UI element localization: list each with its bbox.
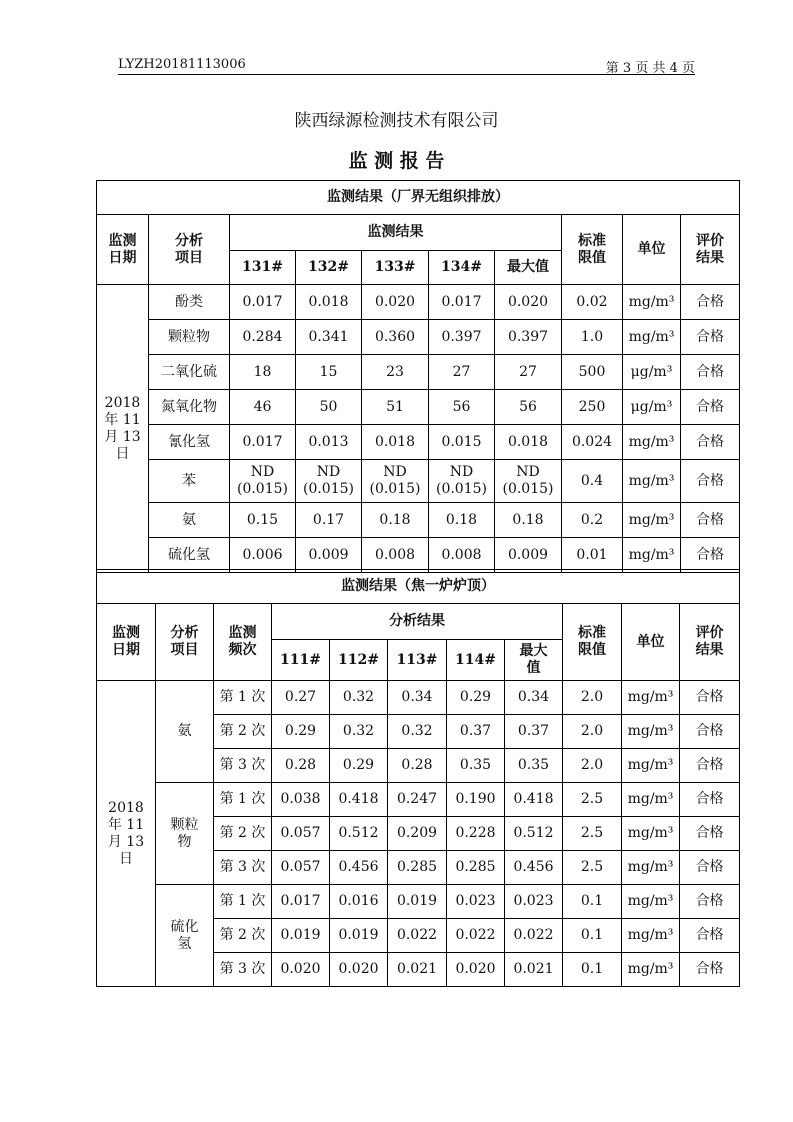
limit-cell: 0.4	[562, 460, 623, 503]
value-cell: 0.057	[272, 851, 330, 885]
limit-cell: 2.5	[563, 783, 622, 817]
value-cell: ND (0.015)	[230, 460, 296, 503]
limit-cell: 0.1	[563, 953, 622, 987]
header-point: 133#	[362, 251, 429, 285]
date-cell: 2018 年 11 月 13 日	[97, 681, 156, 987]
frequency-cell: 第 3 次	[214, 851, 272, 885]
value-cell: 18	[230, 355, 296, 390]
value-cell: 0.018	[495, 425, 562, 460]
value-cell: 0.32	[330, 681, 388, 715]
value-cell: 0.023	[505, 885, 563, 919]
eval-cell: 合格	[680, 919, 740, 953]
unit-cell: mg/m³	[623, 460, 681, 503]
header-eval: 评价 结果	[680, 604, 740, 681]
limit-cell: 500	[562, 355, 623, 390]
header-unit: 单位	[622, 604, 680, 681]
table-row	[97, 285, 740, 320]
header-point: 最大 值	[505, 640, 563, 681]
value-cell: 0.019	[388, 885, 447, 919]
value-cell: 0.020	[272, 953, 330, 987]
value-cell: 0.18	[429, 503, 495, 538]
item-cell: 氮氧化物	[149, 390, 230, 425]
item-cell: 二氧化硫	[149, 355, 230, 390]
value-cell: 0.284	[230, 320, 296, 355]
value-cell: 0.021	[388, 953, 447, 987]
report-number: LYZH20181113006	[118, 57, 246, 72]
value-cell: 0.34	[388, 681, 447, 715]
header-point: 112#	[330, 640, 388, 681]
value-cell: 46	[230, 390, 296, 425]
value-cell: 0.341	[296, 320, 362, 355]
page-indicator: 第 3 页 共 4 页	[605, 61, 695, 76]
table-row	[97, 503, 740, 538]
value-cell: 0.285	[388, 851, 447, 885]
value-cell: 0.29	[330, 749, 388, 783]
table-row	[97, 355, 740, 390]
table-row	[97, 215, 740, 251]
value-cell: ND (0.015)	[495, 460, 562, 503]
value-cell: 0.006	[230, 538, 296, 573]
value-cell: 0.057	[272, 817, 330, 851]
value-cell: 51	[362, 390, 429, 425]
value-cell: 50	[296, 390, 362, 425]
limit-cell: 1.0	[562, 320, 623, 355]
value-cell: 0.008	[362, 538, 429, 573]
eval-cell: 合格	[681, 460, 740, 503]
value-cell: 0.019	[330, 919, 388, 953]
page-header	[118, 56, 695, 75]
value-cell: 0.418	[330, 783, 388, 817]
header-point: 132#	[296, 251, 362, 285]
value-cell: 0.008	[429, 538, 495, 573]
value-cell: 0.29	[272, 715, 330, 749]
value-cell: 0.35	[447, 749, 505, 783]
value-cell: 0.038	[272, 783, 330, 817]
limit-cell: 0.01	[562, 538, 623, 573]
item-cell: 颗粒物	[149, 320, 230, 355]
value-cell: 0.017	[272, 885, 330, 919]
table-row	[97, 390, 740, 425]
frequency-cell: 第 1 次	[214, 681, 272, 715]
value-cell: 0.247	[388, 783, 447, 817]
limit-cell: 0.02	[562, 285, 623, 320]
item-cell: 氨	[149, 503, 230, 538]
table-row	[97, 320, 740, 355]
unit-cell: mg/m³	[622, 919, 680, 953]
unit-cell: mg/m³	[622, 817, 680, 851]
value-cell: ND (0.015)	[429, 460, 495, 503]
frequency-cell: 第 2 次	[214, 817, 272, 851]
frequency-cell: 第 2 次	[214, 919, 272, 953]
results-table-boundary	[96, 180, 740, 573]
value-cell: 0.017	[230, 425, 296, 460]
limit-cell: 0.1	[563, 885, 622, 919]
value-cell: 0.013	[296, 425, 362, 460]
unit-cell: mg/m³	[623, 320, 681, 355]
item-cell: 酚类	[149, 285, 230, 320]
header-eval: 评价 结果	[681, 215, 740, 285]
value-cell: 0.37	[505, 715, 563, 749]
value-cell: 0.018	[362, 425, 429, 460]
section-title: 监测结果（焦一炉炉顶）	[97, 570, 740, 604]
unit-cell: μg/m³	[623, 390, 681, 425]
item-cell: 硫化氢	[149, 538, 230, 573]
eval-cell: 合格	[681, 538, 740, 573]
limit-cell: 0.1	[563, 919, 622, 953]
header-point: 114#	[447, 640, 505, 681]
item-cell: 氰化氢	[149, 425, 230, 460]
header-item: 分析 项目	[149, 215, 230, 285]
value-cell: 0.27	[272, 681, 330, 715]
limit-cell: 0.024	[562, 425, 623, 460]
unit-cell: mg/m³	[622, 749, 680, 783]
limit-cell: 250	[562, 390, 623, 425]
item-cell: 氨	[156, 681, 214, 783]
value-cell: 0.022	[505, 919, 563, 953]
value-cell: 0.15	[230, 503, 296, 538]
value-cell: 0.017	[429, 285, 495, 320]
value-cell: 0.32	[388, 715, 447, 749]
value-cell: 0.18	[362, 503, 429, 538]
header-date: 监测 日期	[97, 604, 156, 681]
value-cell: 15	[296, 355, 362, 390]
value-cell: 0.009	[495, 538, 562, 573]
table-row	[97, 538, 740, 573]
header-point: 最大值	[495, 251, 562, 285]
value-cell: 0.018	[296, 285, 362, 320]
date-cell: 2018 年 11 月 13 日	[97, 285, 149, 573]
table-row	[97, 885, 740, 919]
value-cell: 0.397	[495, 320, 562, 355]
eval-cell: 合格	[680, 817, 740, 851]
report-title: 监 测 报 告	[348, 150, 445, 172]
unit-cell: mg/m³	[622, 851, 680, 885]
table-row	[97, 460, 740, 503]
table-row	[97, 570, 740, 604]
value-cell: 0.28	[272, 749, 330, 783]
item-cell: 苯	[149, 460, 230, 503]
eval-cell: 合格	[681, 355, 740, 390]
value-cell: 0.34	[505, 681, 563, 715]
frequency-cell: 第 3 次	[214, 953, 272, 987]
results-table-coke-oven	[96, 569, 740, 987]
item-cell: 颗粒 物	[156, 783, 214, 885]
value-cell: 0.017	[230, 285, 296, 320]
unit-cell: mg/m³	[623, 285, 681, 320]
limit-cell: 0.2	[562, 503, 623, 538]
table-row	[97, 783, 740, 817]
company-name: 陕西绿源检测技术有限公司	[294, 111, 499, 131]
value-cell: 56	[429, 390, 495, 425]
eval-cell: 合格	[680, 681, 740, 715]
value-cell: ND (0.015)	[362, 460, 429, 503]
value-cell: 0.18	[495, 503, 562, 538]
value-cell: 27	[495, 355, 562, 390]
value-cell: 0.020	[362, 285, 429, 320]
unit-cell: μg/m³	[623, 355, 681, 390]
unit-cell: mg/m³	[623, 425, 681, 460]
eval-cell: 合格	[680, 749, 740, 783]
table-row	[97, 181, 740, 215]
section-title: 监测结果（厂界无组织排放）	[97, 181, 740, 215]
value-cell: 0.022	[388, 919, 447, 953]
item-cell: 硫化 氢	[156, 885, 214, 987]
eval-cell: 合格	[681, 390, 740, 425]
value-cell: 0.29	[447, 681, 505, 715]
value-cell: 0.456	[505, 851, 563, 885]
value-cell: 0.285	[447, 851, 505, 885]
value-cell: 0.023	[447, 885, 505, 919]
value-cell: 0.020	[495, 285, 562, 320]
header-point: 131#	[230, 251, 296, 285]
eval-cell: 合格	[681, 320, 740, 355]
limit-cell: 2.0	[563, 715, 622, 749]
header-limit: 标准 限值	[562, 215, 623, 285]
value-cell: 56	[495, 390, 562, 425]
header-limit: 标准 限值	[563, 604, 622, 681]
eval-cell: 合格	[680, 953, 740, 987]
header-point: 111#	[272, 640, 330, 681]
unit-cell: mg/m³	[622, 953, 680, 987]
header-results: 监测结果	[230, 215, 562, 251]
value-cell: 0.32	[330, 715, 388, 749]
value-cell: 0.360	[362, 320, 429, 355]
value-cell: 0.456	[330, 851, 388, 885]
value-cell: 0.512	[330, 817, 388, 851]
value-cell: 0.016	[330, 885, 388, 919]
eval-cell: 合格	[680, 885, 740, 919]
value-cell: 0.022	[447, 919, 505, 953]
header-date: 监测 日期	[97, 215, 149, 285]
value-cell: 0.020	[330, 953, 388, 987]
value-cell: 0.17	[296, 503, 362, 538]
unit-cell: mg/m³	[623, 538, 681, 573]
value-cell: 0.28	[388, 749, 447, 783]
table-row	[97, 604, 740, 640]
header-item: 分析 项目	[156, 604, 214, 681]
frequency-cell: 第 1 次	[214, 885, 272, 919]
eval-cell: 合格	[680, 715, 740, 749]
value-cell: 23	[362, 355, 429, 390]
table-row	[97, 681, 740, 715]
eval-cell: 合格	[681, 285, 740, 320]
value-cell: 0.209	[388, 817, 447, 851]
value-cell: 0.015	[429, 425, 495, 460]
unit-cell: mg/m³	[622, 783, 680, 817]
limit-cell: 2.0	[563, 749, 622, 783]
value-cell: 0.019	[272, 919, 330, 953]
value-cell: 0.418	[505, 783, 563, 817]
header-point: 113#	[388, 640, 447, 681]
limit-cell: 2.5	[563, 851, 622, 885]
header-unit: 单位	[623, 215, 681, 285]
frequency-cell: 第 1 次	[214, 783, 272, 817]
header-results: 分析结果	[272, 604, 563, 640]
value-cell: ND (0.015)	[296, 460, 362, 503]
table-row	[97, 425, 740, 460]
value-cell: 27	[429, 355, 495, 390]
header-frequency: 监测 频次	[214, 604, 272, 681]
unit-cell: mg/m³	[623, 503, 681, 538]
header-point: 134#	[429, 251, 495, 285]
value-cell: 0.021	[505, 953, 563, 987]
value-cell: 0.009	[296, 538, 362, 573]
eval-cell: 合格	[681, 503, 740, 538]
eval-cell: 合格	[680, 851, 740, 885]
frequency-cell: 第 3 次	[214, 749, 272, 783]
value-cell: 0.37	[447, 715, 505, 749]
value-cell: 0.228	[447, 817, 505, 851]
value-cell: 0.512	[505, 817, 563, 851]
unit-cell: mg/m³	[622, 681, 680, 715]
eval-cell: 合格	[681, 425, 740, 460]
unit-cell: mg/m³	[622, 885, 680, 919]
limit-cell: 2.5	[563, 817, 622, 851]
limit-cell: 2.0	[563, 681, 622, 715]
unit-cell: mg/m³	[622, 715, 680, 749]
value-cell: 0.397	[429, 320, 495, 355]
value-cell: 0.020	[447, 953, 505, 987]
value-cell: 0.35	[505, 749, 563, 783]
value-cell: 0.190	[447, 783, 505, 817]
eval-cell: 合格	[680, 783, 740, 817]
frequency-cell: 第 2 次	[214, 715, 272, 749]
